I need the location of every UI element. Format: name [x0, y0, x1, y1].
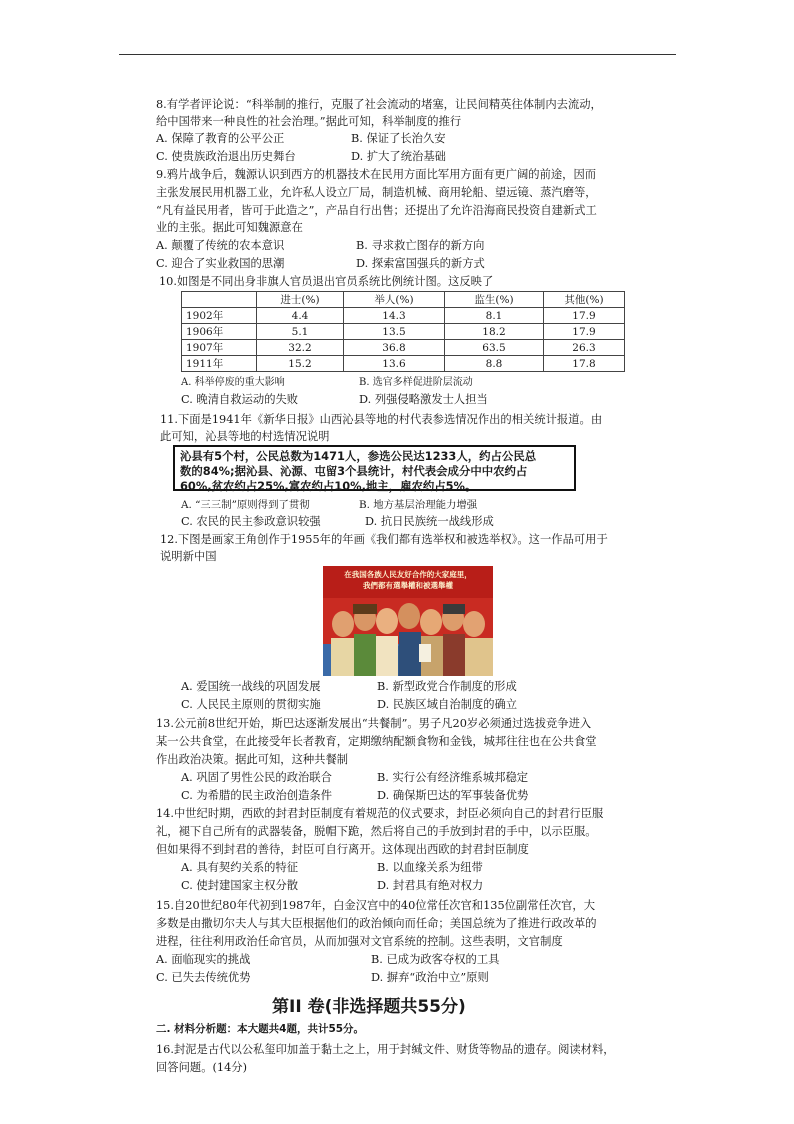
q12-option-a[interactable]: A. 爱国统一战线的巩固发展	[181, 680, 321, 693]
q15-stem-line2: 多数是由撒切尔夫人与其大臣根据他们的政治倾向而任命；美国总统为了推进行政改革的	[156, 917, 597, 930]
table-cell: 18.2	[445, 324, 544, 340]
q10-option-d[interactable]: D. 列强侵略激发士人担当	[359, 393, 488, 406]
q11-material-line2: 数的84%;据沁县、沁源、屯留3个县统计，村代表会成分中中农约占	[180, 464, 528, 478]
table-cell: 8.1	[445, 308, 544, 324]
q12-option-b[interactable]: B. 新型政党合作制度的形成	[377, 680, 517, 693]
q10-stem-line1: 10.如图是不同出身非旗人官员退出官员系统比例统计图。这反映了	[159, 275, 494, 288]
table-cell: 32.2	[257, 340, 344, 356]
table-header-cell: 举人(%)	[344, 292, 445, 308]
q11-material-box	[173, 445, 576, 491]
q10-option-a[interactable]: A. 科举停废的重大影响	[181, 377, 285, 388]
q13-stem-line2: 某一公共食堂，在此接受年长者教育，定期缴纳配额食物和金钱，城邦往往也在公共食堂	[156, 735, 597, 748]
table-header-cell	[182, 292, 257, 308]
q11-material-line1: 沁县有5个村，公民总数为1471人，参选公民达1233人，约占公民总	[180, 449, 537, 463]
table-cell: 1911年	[182, 356, 257, 372]
table-row	[182, 340, 625, 356]
q13-stem-line3: 作出政治决策。据此可知，这种共餐制	[156, 753, 349, 766]
q9-stem-line3: “凡有益民用者，皆可于此造之”，产品自行出售；还提出了允许沿海商民投资自建新式工	[156, 204, 597, 217]
table-cell: 63.5	[445, 340, 544, 356]
table-header-row	[182, 292, 625, 308]
table-cell: 36.8	[344, 340, 445, 356]
table-cell: 1907年	[182, 340, 257, 356]
q12-option-c[interactable]: C. 人民民主原则的贯彻实施	[181, 698, 321, 711]
poster-caption-line2: 我們都有選舉權和被選舉權	[363, 581, 453, 590]
q13-option-a[interactable]: A. 巩固了男性公民的政治联合	[181, 771, 332, 784]
q11-material-line3: 60%,贫农约占25%,富农约占10%,地主，雇农约占5%。	[180, 479, 477, 493]
q11-option-b[interactable]: B. 地方基层治理能力增强	[359, 499, 478, 511]
table-cell: 4.4	[257, 308, 344, 324]
table-header-cell: 监生(%)	[445, 292, 544, 308]
q11-option-d[interactable]: D. 抗日民族统一战线形成	[365, 515, 494, 528]
q14-stem-line1: 14.中世纪时期，西欧的封君封臣制度有着规范的仪式要求，封臣必须向自己的封君行臣服	[156, 807, 604, 820]
q12-stem-line1: 12.下图是画家王角创作于1955年的年画《我们都有选举权和被选举权》。这一作品可用于	[160, 533, 608, 546]
q8-option-d[interactable]: D. 扩大了统治基础	[351, 150, 446, 163]
q9-stem-line4: 业的主张。据此可知魏源意在	[156, 221, 303, 234]
q11-stem-line1: 11.下面是1941年《新华日报》山西沁县等地的村代表参选情况作出的相关统计报道。由	[160, 413, 603, 426]
q9-stem-line2: 主张发展民用机器工业，允许私人设立厂局，制造机械、商用轮船、望远镜、蒸汽磨等，	[156, 186, 597, 199]
q12-stem-line2: 说明新中国	[160, 550, 217, 563]
q15-option-c[interactable]: C. 已失去传统优势	[156, 971, 251, 984]
q10-option-b[interactable]: B. 选官多样促进阶层流动	[359, 377, 473, 388]
q9-stem-line1: 9.鸦片战争后，魏源认识到西方的机器技术在民用方面比军用方面有更广阔的前途，因而	[156, 168, 597, 181]
table-cell: 13.6	[344, 356, 445, 372]
table-header-cell: 进士(%)	[257, 292, 344, 308]
q8-stem-line2: 给中国带来一种良性的社会治理。”据此可知，科举制度的推行	[156, 115, 462, 128]
q9-option-b[interactable]: B. 寻求救亡图存的新方向	[356, 239, 485, 252]
header-rule	[119, 54, 676, 55]
q12-poster-image	[323, 566, 493, 676]
table-cell: 8.8	[445, 356, 544, 372]
table-cell: 17.9	[544, 324, 625, 340]
table-cell: 15.2	[257, 356, 344, 372]
q14-option-a[interactable]: A. 具有契约关系的特征	[181, 861, 299, 874]
q13-option-c[interactable]: C. 为希腊的民主政治创造条件	[181, 789, 332, 802]
q8-option-a[interactable]: A. 保障了教育的公平公正	[156, 132, 285, 145]
table-row	[182, 324, 625, 340]
q13-option-d[interactable]: D. 确保斯巴达的军事装备优势	[377, 789, 529, 802]
q12-option-d[interactable]: D. 民族区域自治制度的确立	[377, 698, 518, 711]
poster-caption-line1: 在我国各族人民友好合作的大家庭里，	[344, 570, 472, 579]
q16-stem-line2: 回答问题。(14分)	[156, 1061, 247, 1074]
q10-table	[181, 291, 625, 372]
q14-option-d[interactable]: D. 封君具有绝对权力	[377, 879, 484, 892]
q10-option-c[interactable]: C. 晚清自救运动的失败	[181, 393, 299, 406]
section-subtitle: 二. 材料分析题：本大题共4题，共计55分。	[156, 1023, 365, 1035]
q8-option-c[interactable]: C. 使贵族政治退出历史舞台	[156, 150, 296, 163]
poster-caption	[323, 569, 493, 591]
q15-option-a[interactable]: A. 面临现实的挑战	[156, 953, 251, 966]
table-cell: 17.9	[544, 308, 625, 324]
table-cell: 26.3	[544, 340, 625, 356]
q14-option-c[interactable]: C. 使封建国家主权分散	[181, 879, 299, 892]
table-row	[182, 308, 625, 324]
table-cell: 5.1	[257, 324, 344, 340]
table-header-cell: 其他(%)	[544, 292, 625, 308]
q11-option-a[interactable]: A. “三三制”原则得到了贯彻	[181, 499, 310, 511]
q8-option-b[interactable]: B. 保证了长治久安	[351, 132, 446, 145]
section-title: 第II 卷(非选择题共55分)	[272, 997, 466, 1017]
table-cell: 13.5	[344, 324, 445, 340]
q13-option-b[interactable]: B. 实行公有经济维系城邦稳定	[377, 771, 529, 784]
q11-option-c[interactable]: C. 农民的民主参政意识较强	[181, 515, 321, 528]
q14-stem-line2: 礼，褪下自己所有的武器装备，脱帽下跪，然后将自己的手放到封君的手中，以示臣服。	[156, 825, 597, 838]
q16-stem-line1: 16.封泥是古代以公私玺印加盖于黏土之上，用于封缄文件、财货等物品的遗存。阅读材料，	[156, 1043, 615, 1056]
q8-stem-line1: 8.有学者评论说：“科举制的推行，克服了社会流动的堵塞，让民间精英往体制内去流动，	[156, 98, 602, 111]
table-cell: 1906年	[182, 324, 257, 340]
q9-option-d[interactable]: D. 探索富国强兵的新方式	[356, 257, 485, 270]
table-row	[182, 356, 625, 372]
q15-stem-line1: 15.自20世纪80年代初到1987年，白金汉宫中的40位常任次官和135位副常任次官，大	[156, 899, 596, 912]
q14-option-b[interactable]: B. 以血缘关系为纽带	[377, 861, 483, 874]
q9-option-c[interactable]: C. 迎合了实业救国的思潮	[156, 257, 285, 270]
q15-option-d[interactable]: D. 摒弃“政治中立”原则	[371, 971, 489, 984]
table-cell: 1902年	[182, 308, 257, 324]
q15-stem-line3: 进程，往往利用政治任命官员，从而加强对文官系统的控制。这些表明，文官制度	[156, 935, 563, 948]
q15-option-b[interactable]: B. 已成为政客夺权的工具	[371, 953, 500, 966]
table-cell: 14.3	[344, 308, 445, 324]
q11-stem-line2: 此可知，沁县等地的村选情况说明	[160, 430, 330, 443]
q13-stem-line1: 13.公元前8世纪开始，斯巴达逐渐发展出“共餐制”。男子凡20岁必须通过选拔竞争进入	[156, 717, 592, 730]
q14-stem-line3: 但如果得不到封君的善待，封臣可自行离开。这体现出西欧的封君封臣制度	[156, 843, 529, 856]
table-cell: 17.8	[544, 356, 625, 372]
q9-option-a[interactable]: A. 颠覆了传统的农本意识	[156, 239, 285, 252]
